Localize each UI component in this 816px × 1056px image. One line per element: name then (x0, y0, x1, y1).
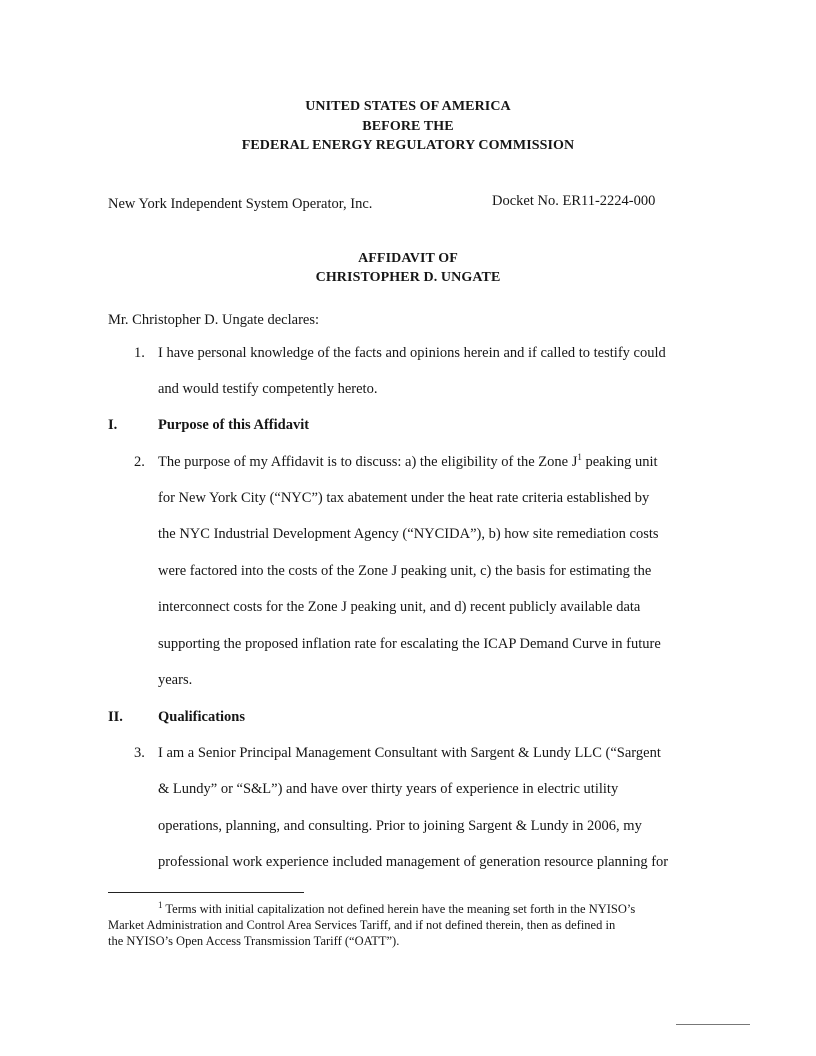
paragraph-2-line: the NYC Industrial Development Agency (“NYCIDA”), b) how site remediation costs (158, 526, 659, 542)
court-header-line-3: FEDERAL ENERGY REGULATORY COMMISSION (241, 138, 575, 153)
paragraph-2-line: were factored into the costs of the Zone J peaking unit, c) the basis for estimating the (158, 563, 652, 579)
docket-number: Docket No. ER11-2224-000 (492, 193, 656, 209)
paragraph-number-1: 1. (134, 345, 145, 361)
footnote-line: the NYISO’s Open Access Transmission Tariff (“OATT”). (108, 934, 400, 948)
section-heading-qualifications: Qualifications (158, 709, 246, 725)
paragraph-2-line (158, 454, 658, 471)
section-numeral-1: I. (108, 417, 118, 433)
footnote-line (158, 899, 636, 917)
footnote-line: Market Administration and Control Area Services Tariff, and if not defined therein, then as defined in (108, 918, 616, 932)
paragraph-1-line: I have personal knowledge of the facts and opinions herein and if called to testify could (158, 345, 666, 361)
paragraph-2-line: interconnect costs for the Zone J peaking unit, and d) recent publicly available data (158, 599, 641, 615)
paragraph-number-2: 2. (134, 454, 145, 470)
footnote-reference: 1 (577, 452, 582, 463)
paragraph-3-line: operations, planning, and consulting. Prior to joining Sargent & Lundy in 2006, my (158, 818, 642, 834)
footnote-text: Terms with initial capitalization not defined herein have the meaning set forth in the NYISO’s (162, 902, 636, 916)
section-numeral-2: II. (108, 709, 123, 725)
affidavit-title-line-1: AFFIDAVIT OF (358, 251, 458, 266)
paragraph-2-text: The purpose of my Affidavit is to discuss: a) the eligibility of the Zone J (158, 454, 578, 470)
footnote-separator (108, 892, 304, 893)
paragraph-number-3: 3. (134, 745, 145, 761)
footnote-marker: 1 (158, 899, 163, 910)
paragraph-2-line: years. (158, 672, 193, 688)
paragraph-3-line: professional work experience included management of generation resource planning for (158, 854, 669, 870)
paragraph-2-text: peaking unit (581, 454, 658, 470)
section-heading-purpose: Purpose of this Affidavit (158, 417, 310, 433)
paragraph-2-line: for New York City (“NYC”) tax abatement under the heat rate criteria established by (158, 490, 650, 506)
court-header-line-2: BEFORE THE (362, 119, 454, 134)
paragraph-1-line: and would testify competently hereto. (158, 381, 378, 397)
paragraph-3-line: & Lundy” or “S&L”) and have over thirty years of experience in electric utility (158, 781, 619, 797)
paragraph-2-line: supporting the proposed inflation rate for escalating the ICAP Demand Curve in future (158, 636, 661, 652)
paragraph-3-line: I am a Senior Principal Management Consultant with Sargent & Lundy LLC (“Sargent (158, 745, 661, 761)
scan-artifact-line (676, 1024, 750, 1025)
affidavit-title-line-2: CHRISTOPHER D. UNGATE (315, 270, 501, 285)
party-name: New York Independent System Operator, Inc. (108, 196, 373, 212)
declaration-intro: Mr. Christopher D. Ungate declares: (108, 312, 320, 328)
court-header-line-1: UNITED STATES OF AMERICA (305, 99, 511, 114)
